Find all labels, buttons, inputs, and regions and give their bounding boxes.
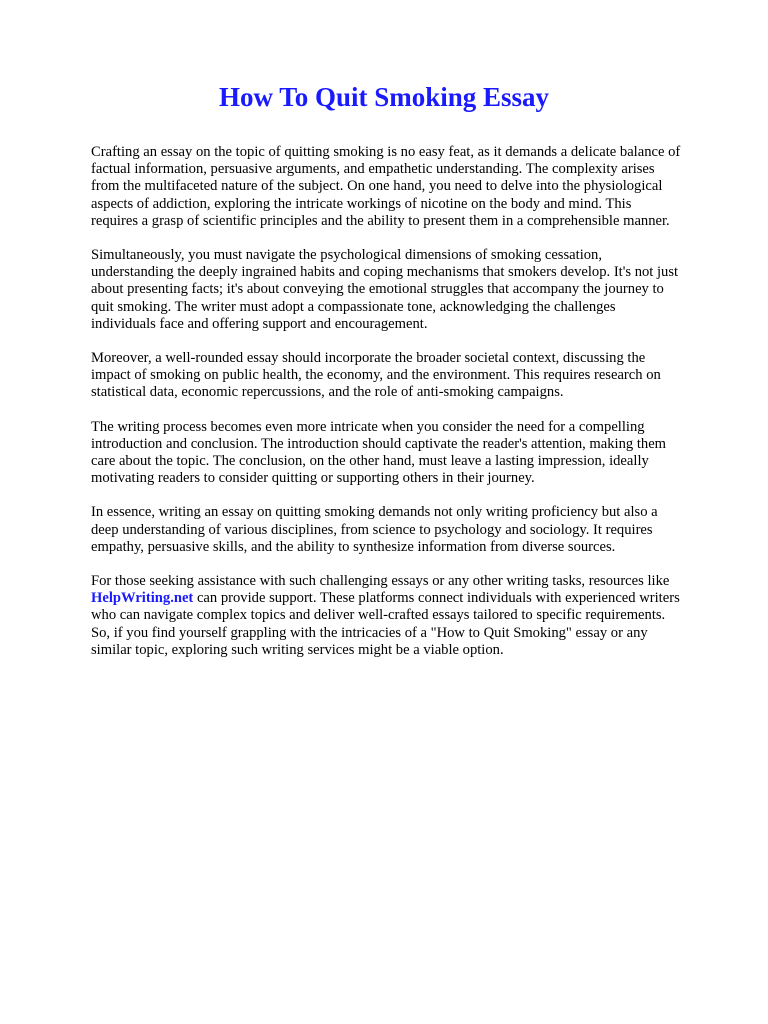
- paragraph-1: Crafting an essay on the topic of quitting smoking is no easy feat, as it demands a delicate balance of factual information, persuasive arguments, and empathetic understanding. The complexity arises from the multifaceted nature of the subject. On one hand, you need to delve into the physiological aspects of addiction, exploring the intricate workings of nicotine on the body and mind. This requires a grasp of scientific principles and the ability to present them in a comprehensible manner.: [91, 144, 681, 229]
- paragraph-4: The writing process becomes even more intricate when you consider the need for a compelling introduction and conclusion. The introduction should captivate the reader's attention, making them care about the topic. The conclusion, on the other hand, must leave a lasting impression, ideally motivating readers to consider quitting or supporting others in their journey.: [91, 418, 667, 487]
- paragraph-2: Simultaneously, you must navigate the psychological dimensions of smoking cessation, understanding the deeply ingrained habits and coping mechanisms that smokers develop. It's not just about presenting facts; it's about conveying the emotional struggles that accompany the journey to quit smoking. The writer must adopt a compassionate tone, acknowledging the challenges individuals face and offering support and encouragement.: [91, 247, 679, 332]
- paragraph-6-lead-text: For those seeking assistance with such challenging essays or any other writing tasks, resources like: [91, 573, 670, 590]
- paragraph-6: [91, 573, 681, 659]
- paragraph-5: In essence, writing an essay on quitting smoking demands not only writing proficiency but also a deep understanding of various disciplines, from science to psychology and sociology. It requires empathy, persuasive skills, and the ability to synthesize information from diverse sources.: [91, 504, 658, 555]
- paragraph-6-trailing-text: can provide support. These platforms connect individuals with experienced writers who can navigate complex topics and deliver well-crafted essays tailored to specific requirements. So, if you find yourself grappling with the intricacies of a "How to Quit Smoking" essay or any similar topic, exploring such writing services might be a viable option.: [91, 590, 680, 658]
- paragraph-3: Moreover, a well-rounded essay should incorporate the broader societal context, discussing the impact of smoking on public health, the economy, and the environment. This requires research on statistical data, economic repercussions, and the role of anti-smoking campaigns.: [91, 350, 661, 401]
- essay-body: [91, 144, 681, 676]
- page-title: How To Quit Smoking Essay: [218, 82, 550, 112]
- helpwriting-link[interactable]: HelpWriting.net: [91, 590, 194, 607]
